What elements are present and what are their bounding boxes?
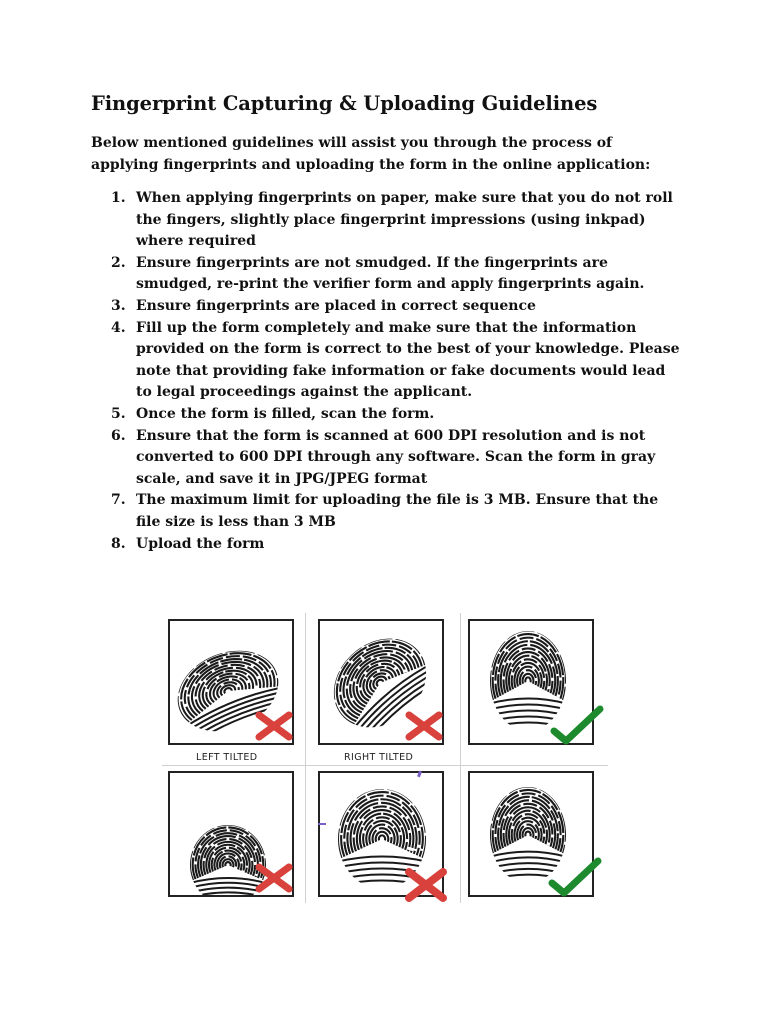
list-item: [91, 188, 681, 253]
list-item-text: Ensure fingerprints are placed in correct sequence: [136, 297, 536, 314]
list-item-number: 1.: [111, 190, 126, 206]
list-item-number: 8.: [111, 535, 126, 552]
cross-icon: [405, 711, 443, 741]
list-item-text: Ensure that the form is scanned at 600 DPI resolution and is not converted to 600 DPI through any software. Scan the form in gray scale, and save it in JPG/JPEG format: [136, 427, 656, 487]
fingerprint-placement-figure: [162, 613, 608, 903]
list-item: [91, 426, 681, 491]
list-item: [91, 534, 681, 556]
cross-icon: [405, 868, 447, 902]
caption-left-tilted: LEFT TILTED: [196, 752, 258, 763]
list-item: [91, 253, 681, 296]
list-item-number: 2.: [111, 254, 126, 271]
list-item-text: Once the form is filled, scan the form.: [136, 405, 435, 422]
checkmark-icon: [548, 857, 602, 897]
list-item-text: When applying fingerprints on paper, make sure that you do not roll the fingers, slightly place fingerprint impressions (using inkpad) where required: [136, 190, 673, 250]
cross-icon: [255, 863, 293, 893]
guidelines-list: [91, 188, 681, 555]
list-item-number: 3.: [111, 297, 126, 314]
list-item-text: Upload the form: [136, 535, 265, 552]
list-item-text: Ensure fingerprints are not smudged. If the fingerprints are smudged, re-print the verifier form and apply fingerprints again.: [136, 254, 645, 293]
list-item: [91, 490, 681, 533]
list-item-text: Fill up the form completely and make sure that the information provided on the form is correct to the best of your knowledge. Please note that providing fake information or fake documents would lead to legal proceedings against the applicant.: [136, 319, 680, 401]
intro-paragraph: Below mentioned guidelines will assist you through the process of applying fingerprints and uploading the form in the online application:: [91, 135, 651, 173]
list-item-number: 5.: [111, 405, 126, 422]
checkmark-icon: [550, 705, 604, 745]
list-item: [91, 296, 681, 318]
cross-icon: [255, 711, 293, 741]
page-title: Fingerprint Capturing & Uploading Guidelines: [91, 92, 598, 115]
list-item-number: 6.: [111, 427, 126, 444]
list-item-number: 4.: [111, 319, 126, 336]
list-item-text: The maximum limit for uploading the file is 3 MB. Ensure that the file size is less than 3 MB: [136, 492, 659, 530]
list-item-number: 7.: [111, 492, 126, 509]
stray-mark: [318, 823, 326, 825]
list-item: [91, 318, 681, 404]
caption-right-tilted: RIGHT TILTED: [344, 752, 414, 763]
list-item: [91, 404, 681, 426]
